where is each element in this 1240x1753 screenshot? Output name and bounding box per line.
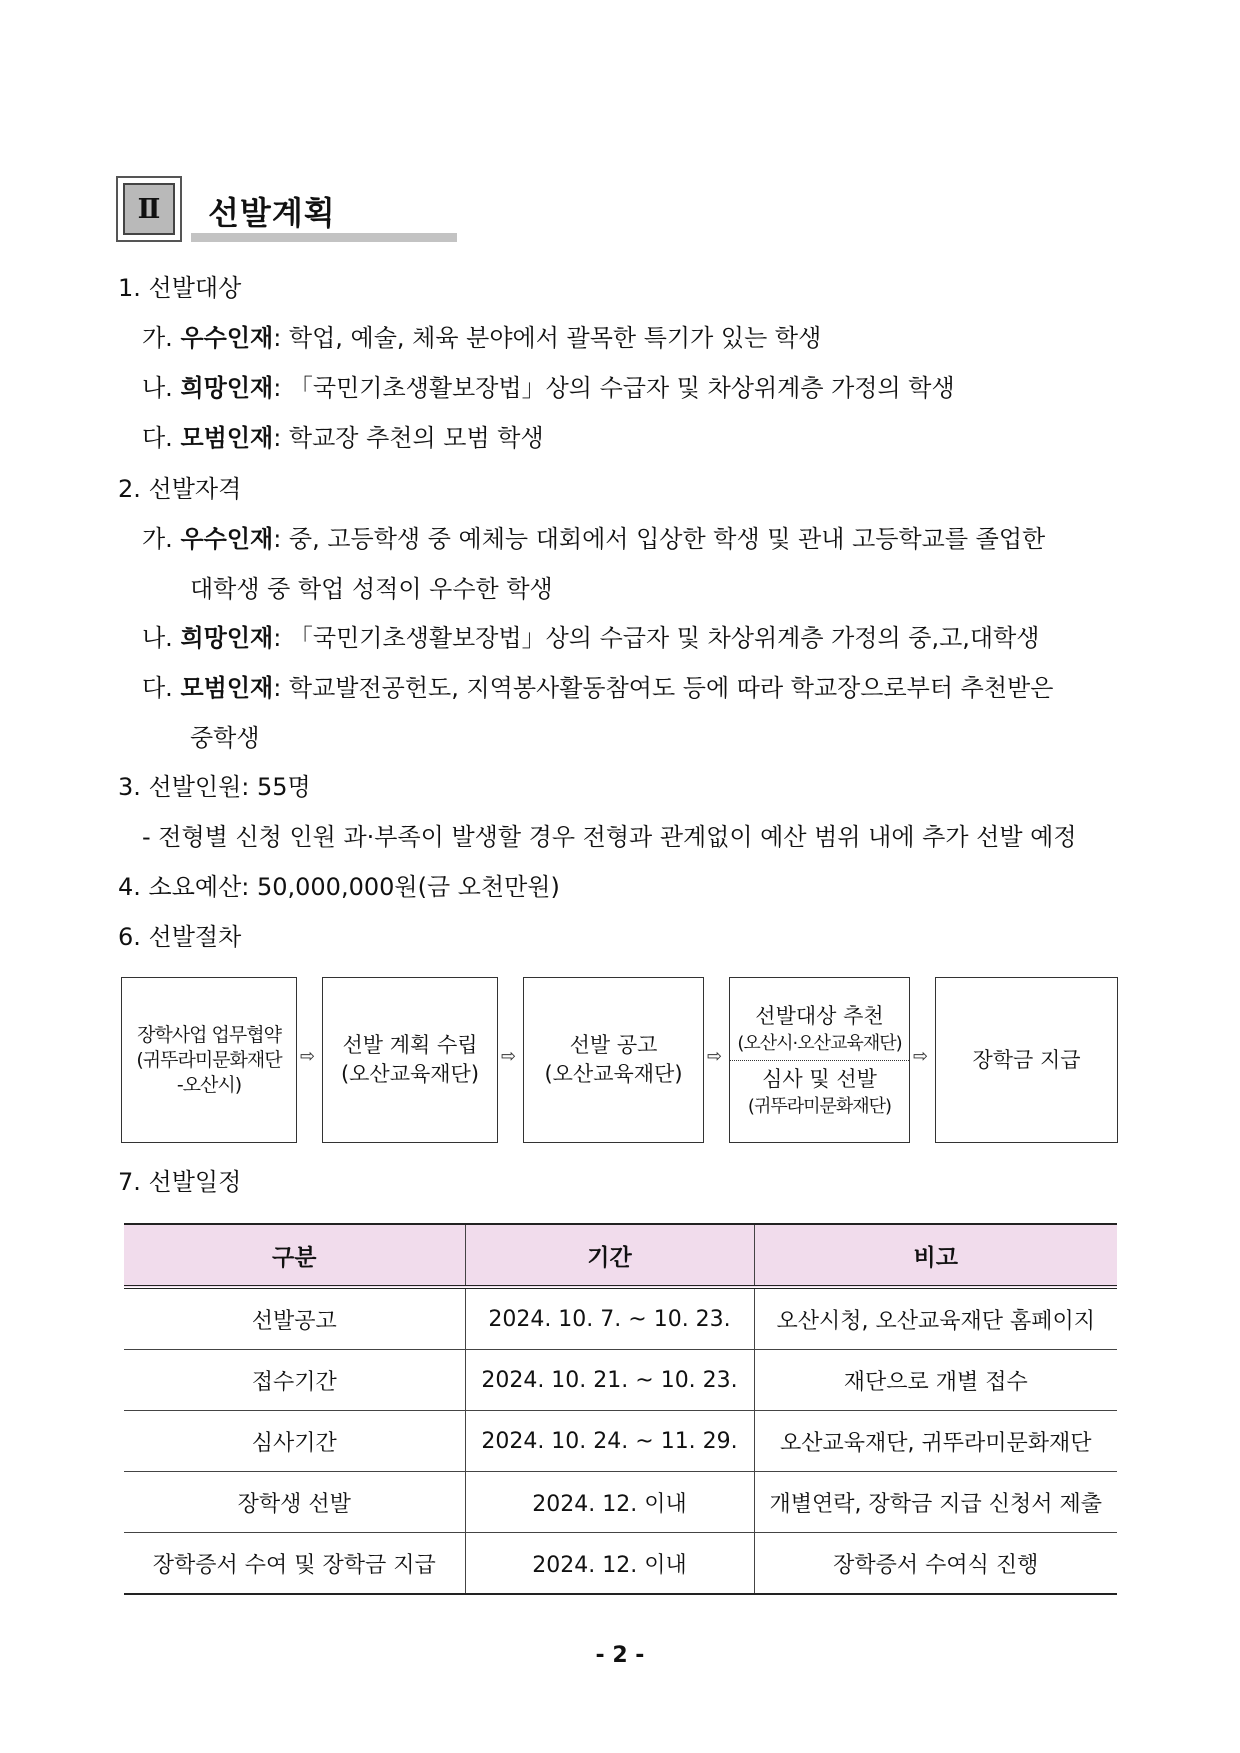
- flow-box-agreement: 장학사업 업무협약 (귀뚜라미문화재단 -오산시): [121, 977, 297, 1143]
- cell-period: 2024. 10. 7. ~ 10. 23.: [465, 1287, 754, 1350]
- arrow-right-icon: ⇨: [707, 1046, 723, 1067]
- cell-note: 개별연락, 장학금 지급 신청서 제출: [754, 1472, 1117, 1533]
- cell-note: 오산시청, 오산교육재단 홈페이지: [754, 1287, 1117, 1350]
- table-header-row: [124, 1224, 1117, 1287]
- item-heading-procedure: 6. 선발절차: [118, 923, 242, 951]
- note-line: - 전형별 신청 인원 과·부족이 발생할 경우 전형과 관계없이 예산 범위 내에 추가 선발 예정: [142, 823, 1077, 851]
- list-item-continuation: 중학생: [190, 724, 260, 752]
- cell-note: 오산교육재단, 귀뚜라미문화재단: [754, 1411, 1117, 1472]
- table-row: [124, 1350, 1117, 1411]
- col-header-category: 구분: [124, 1224, 465, 1287]
- section-number-box: [116, 176, 182, 242]
- list-item-continuation: 대학생 중 학업 성적이 우수한 학생: [190, 575, 553, 603]
- flow-box-recommend-review: 선발대상 추천 (오산시·오산교육재단) 심사 및 선발 (귀뚜라미문화재단): [729, 977, 910, 1143]
- list-item: 나. 희망인재: 「국민기초생활보장법」상의 수급자 및 차상위계층 가정의 학생: [142, 374, 955, 402]
- item-heading-headcount: 3. 선발인원: 55명: [118, 773, 311, 801]
- col-header-note: 비고: [754, 1224, 1117, 1287]
- flow-box-announcement: 선발 공고 (오산교육재단): [523, 977, 704, 1143]
- list-item: 다. 모범인재: 학교발전공헌도, 지역봉사활동참여도 등에 따라 학교장으로부터 추천받은: [142, 674, 1054, 702]
- cell-category: 장학증서 수여 및 장학금 지급: [124, 1533, 465, 1595]
- flow-box-plan: 선발 계획 수립 (오산교육재단): [322, 977, 498, 1143]
- cell-period: 2024. 12. 이내: [465, 1533, 754, 1595]
- list-item: 다. 모범인재: 학교장 추천의 모범 학생: [142, 424, 544, 452]
- table-row: [124, 1472, 1117, 1533]
- cell-category: 접수기간: [124, 1350, 465, 1411]
- list-item: 가. 우수인재: 중, 고등학생 중 예체능 대회에서 입상한 학생 및 관내 고등학교를 졸업한: [142, 525, 1046, 553]
- cell-note: 장학증서 수여식 진행: [754, 1533, 1117, 1595]
- cell-category: 심사기간: [124, 1411, 465, 1472]
- list-item: 가. 우수인재: 학업, 예술, 체육 분야에서 괄목한 특기가 있는 학생: [142, 324, 822, 352]
- flow-box-payment: 장학금 지급: [935, 977, 1118, 1143]
- item-heading-qualification: 2. 선발자격: [118, 475, 242, 503]
- section-numeral: Ⅱ: [123, 183, 175, 235]
- section-title: 선발계획: [208, 194, 336, 232]
- flow-divider: [730, 1060, 909, 1061]
- item-heading-selection-target: 1. 선발대상: [118, 274, 242, 302]
- cell-period: 2024. 10. 21. ~ 10. 23.: [465, 1350, 754, 1411]
- item-heading-schedule: 7. 선발일정: [118, 1168, 242, 1196]
- list-item: 나. 희망인재: 「국민기초생활보장법」상의 수급자 및 차상위계층 가정의 중,고,대학생: [142, 624, 1040, 652]
- cell-period: 2024. 12. 이내: [465, 1472, 754, 1533]
- item-heading-budget: 4. 소요예산: 50,000,000원(금 오천만원): [118, 873, 560, 901]
- cell-note: 재단으로 개별 접수: [754, 1350, 1117, 1411]
- cell-category: 장학생 선발: [124, 1472, 465, 1533]
- col-header-period: 기간: [465, 1224, 754, 1287]
- section-underline: [191, 233, 457, 242]
- arrow-right-icon: ⇨: [501, 1046, 517, 1067]
- table-row: [124, 1287, 1117, 1350]
- cell-period: 2024. 10. 24. ~ 11. 29.: [465, 1411, 754, 1472]
- cell-category: 선발공고: [124, 1287, 465, 1350]
- page-number: - 2 -: [595, 1643, 645, 1668]
- table-row: [124, 1411, 1117, 1472]
- table-row: [124, 1533, 1117, 1595]
- arrow-right-icon: ⇨: [300, 1046, 316, 1067]
- schedule-table: [124, 1223, 1117, 1595]
- arrow-right-icon: ⇨: [913, 1046, 929, 1067]
